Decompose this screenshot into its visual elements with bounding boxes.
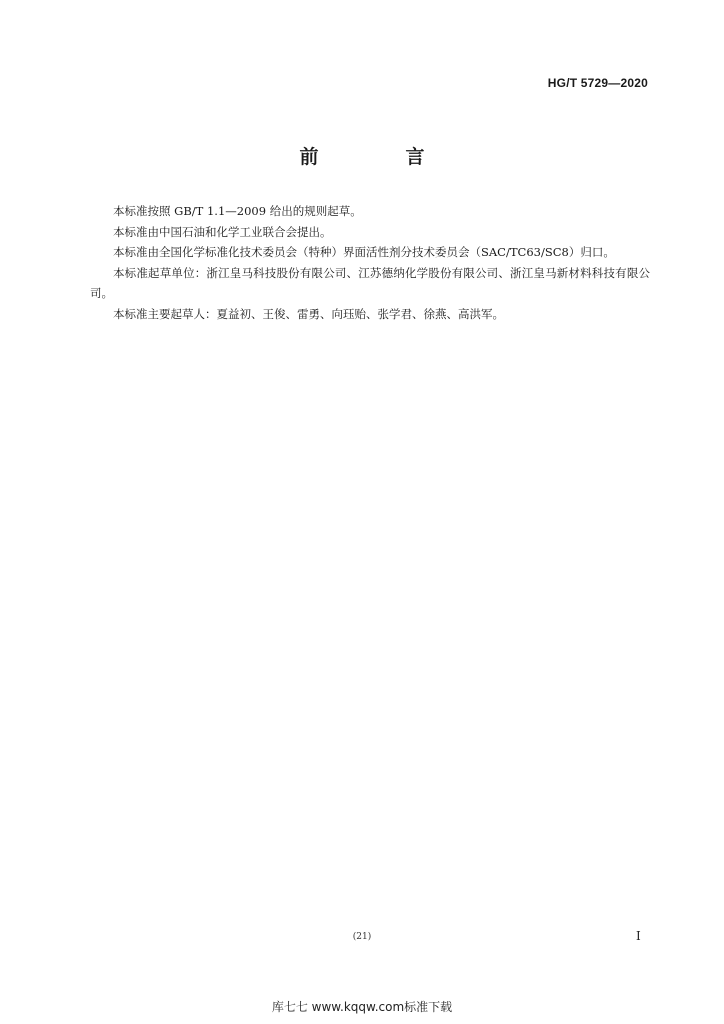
page-number: (21) (352, 932, 372, 942)
paragraph-drafting-rules: 本标准按照 GB/T 1.1—2009 给出的规则起草。 (113, 204, 362, 218)
site-watermark: 库七七 www.kqqw.com标准下载 (271, 1000, 453, 1014)
page-title: 前 言 (299, 146, 459, 168)
paragraph-drafters: 本标准主要起草人：夏益初、王俊、雷勇、向珏贻、张学君、徐燕、高洪军。 (113, 306, 504, 321)
document-body (90, 201, 650, 324)
paragraph-proposer: 本标准由中国石油和化学工业联合会提出。 (113, 224, 332, 239)
paragraph-drafting-units: 本标准起草单位：浙江皇马科技股份有限公司、江苏德纳化学股份有限公司、浙江皇马新材料科技有限公司。 (90, 265, 650, 300)
standard-code: HG/T 5729—2020 (547, 76, 648, 90)
paragraph-committee: 本标准由全国化学标准化技术委员会（特种）界面活性剂分技术委员会（SAC/TC63/SC8）归口。 (113, 245, 615, 259)
side-page-mark: I (636, 929, 641, 943)
